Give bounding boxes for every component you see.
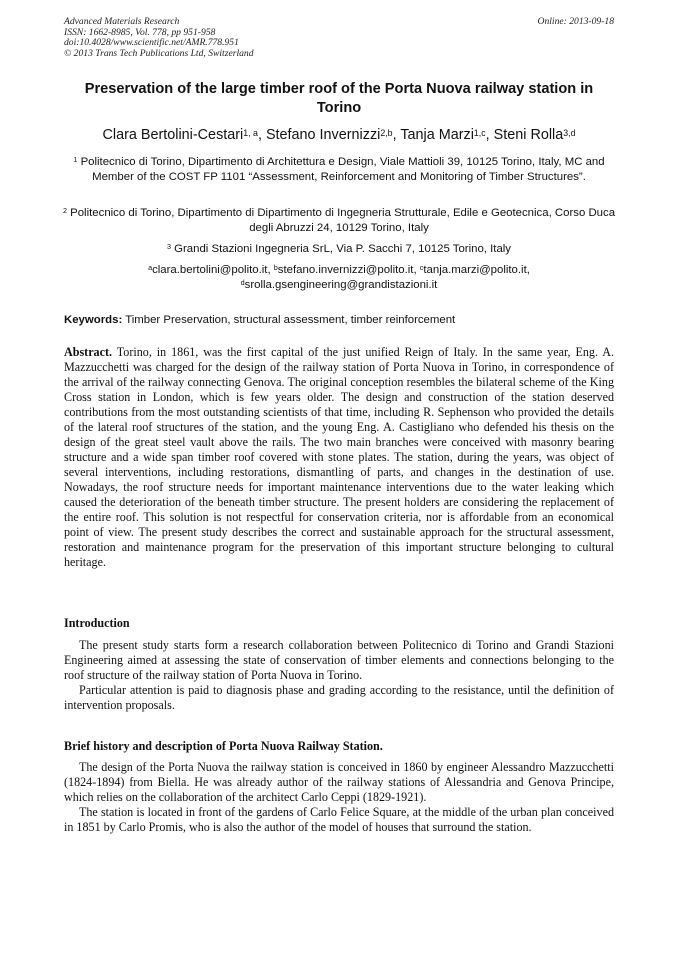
email-sup: c: [419, 263, 424, 272]
author-name: Clara Bertolini-Cestari: [102, 127, 244, 143]
online-date: Online: 2013-09-18: [537, 16, 614, 27]
author-name: Steni Rolla: [493, 127, 564, 143]
email-sup: a: [148, 263, 153, 272]
author-name: Stefano Invernizzi: [265, 127, 381, 143]
author-name: Tanja Marzi: [400, 127, 474, 143]
email-sup: b: [273, 263, 278, 272]
email-link[interactable]: srolla.gsengineering@grandistazioni.it: [244, 278, 438, 291]
keywords-text: Timber Preservation, structural assessment, timber reinforcement: [125, 314, 456, 326]
affiliation-number: 1: [73, 155, 78, 164]
email-link[interactable]: clara.bertolini@polito.it,: [152, 264, 274, 276]
history-body: [64, 760, 614, 835]
affiliation-text: Politecnico di Torino, Dipartimento di Dipartimento di Ingegneria Strutturale, Edile e Geotecnica, Corso Duca degli Abruzzi 24, 10129 Torino, Italy: [70, 207, 616, 234]
author-sup: 1,c: [473, 128, 486, 138]
journal-header: [64, 17, 254, 59]
paper-title: Preservation of the large timber roof of the Porta Nuova railway station in Torino: [84, 81, 594, 116]
affiliation-number: 2: [62, 206, 67, 215]
author-sup: 2,b: [380, 128, 393, 138]
issn-line: ISSN: 1662-8985, Vol. 778, pp 951-958: [64, 26, 216, 38]
affiliation-2: [60, 206, 618, 235]
keywords-label: Keywords:: [64, 314, 123, 326]
introduction-body: [64, 638, 614, 713]
journal-name: Advanced Materials Research: [64, 16, 180, 27]
paragraph: The present study starts form a research collaboration between Politecnico di Torino and Grandi Stazioni Engineering aimed at assessing the state of conservation of timber elements and connections belonging to the roof structure of the railway station of Porta Nuova in Torino.: [64, 638, 614, 682]
abstract-text: Torino, in 1861, was the first capital of the just unified Reign of Italy. In the same year, Eng. A. Mazzucchetti was charged for the design of the railway station of Porta Nuova in Torino, in correspondence of the arrival of the railway connecting Genova. The original conception resembles the bilateral scheme of the King Cross station in London, which is few years older. The design and construction of the station deserved contributions from the most outstanding scientists of that time, including R. Sephenson who provided the details of the lateral roof structures of the station, and the young Eng. A. Castigliano who defended his thesis on the design of the great steel vault above the rails. The two main branches were conceived with masonry bearing structure and a wide span timber roof covered with stone plates. The station, during the years, was object of several interventions, including restorations, dismantling of parts, and changes in the destination of use. Nowadays, the roof structure needs for important maintenance interventions due to the water leaking which caused the deterioration of the beneath timber structure. The present holders are considering the replacement of the entire roof. This solution is not respectful for conservation criteria, nor is affordable from an economical point of view. The present study describes the correct and sustainable approach for the structural assessment, restoration and maintenance program for the preservation of this important structure belonging to cultural heritage.: [64, 345, 614, 569]
email-link[interactable]: stefano.invernizzi@polito.it,: [277, 264, 420, 276]
affiliation-1: [60, 155, 618, 184]
section-heading-introduction: Introduction: [64, 616, 130, 630]
email-sup: d: [240, 277, 245, 287]
copyright-line: © 2013 Trans Tech Publications Ltd, Switzerland: [64, 47, 254, 59]
section-heading-history: Brief history and description of Porta Nuova Railway Station.: [64, 739, 383, 753]
keywords: [64, 313, 614, 327]
paragraph: The station is located in front of the gardens of Carlo Felice Square, at the middle of the urban plan conceived in 1851 by Carlo Promis, who is also the author of the model of houses that surround the station.: [64, 805, 614, 834]
email-list: [60, 263, 618, 292]
author-sup: 1, a: [243, 128, 258, 138]
affiliation-text: Grandi Stazioni Ingegneria SrL, Via P. Sacchi 7, 10125 Torino, Italy: [174, 243, 512, 255]
author-list: Clara Bertolini-Cestari$^{1, a}$, Stefano Invernizzi$^{2,b}$, Tanja Marzi$^{1,c}$, Steni Rolla$^{3,d}$: [102, 127, 576, 143]
affiliation-text: Politecnico di Torino, Dipartimento di Architettura e Design, Viale Mattioli 39, 10125 Torino, Italy, MC and Member of the COST FP 1101 “Assessment, Reinforcement and Monitoring of Timber Structures”.: [80, 156, 605, 183]
paragraph: Particular attention is paid to diagnosis phase and grading according to the resistance, until the definition of intervention proposals.: [64, 683, 614, 712]
abstract: [64, 345, 614, 570]
affiliation-number: 3: [166, 242, 171, 251]
affiliation-3: [60, 242, 618, 257]
abstract-label: Abstract.: [64, 345, 113, 359]
email-link[interactable]: tanja.marzi@polito.it,: [423, 264, 530, 276]
doi-line[interactable]: doi:10.4028/www.scientific.net/AMR.778.951: [64, 37, 239, 49]
author-sup: 3,d: [563, 128, 576, 138]
paragraph: The design of the Porta Nuova the railway station is conceived in 1860 by engineer Alessandro Mazzucchetti (1824-1894) from Biella. He was already author of the railway stations of Alessandria and Genova Principe, which relies on the collaboration of the architect Carlo Ceppi (1829-1921).: [64, 760, 614, 804]
